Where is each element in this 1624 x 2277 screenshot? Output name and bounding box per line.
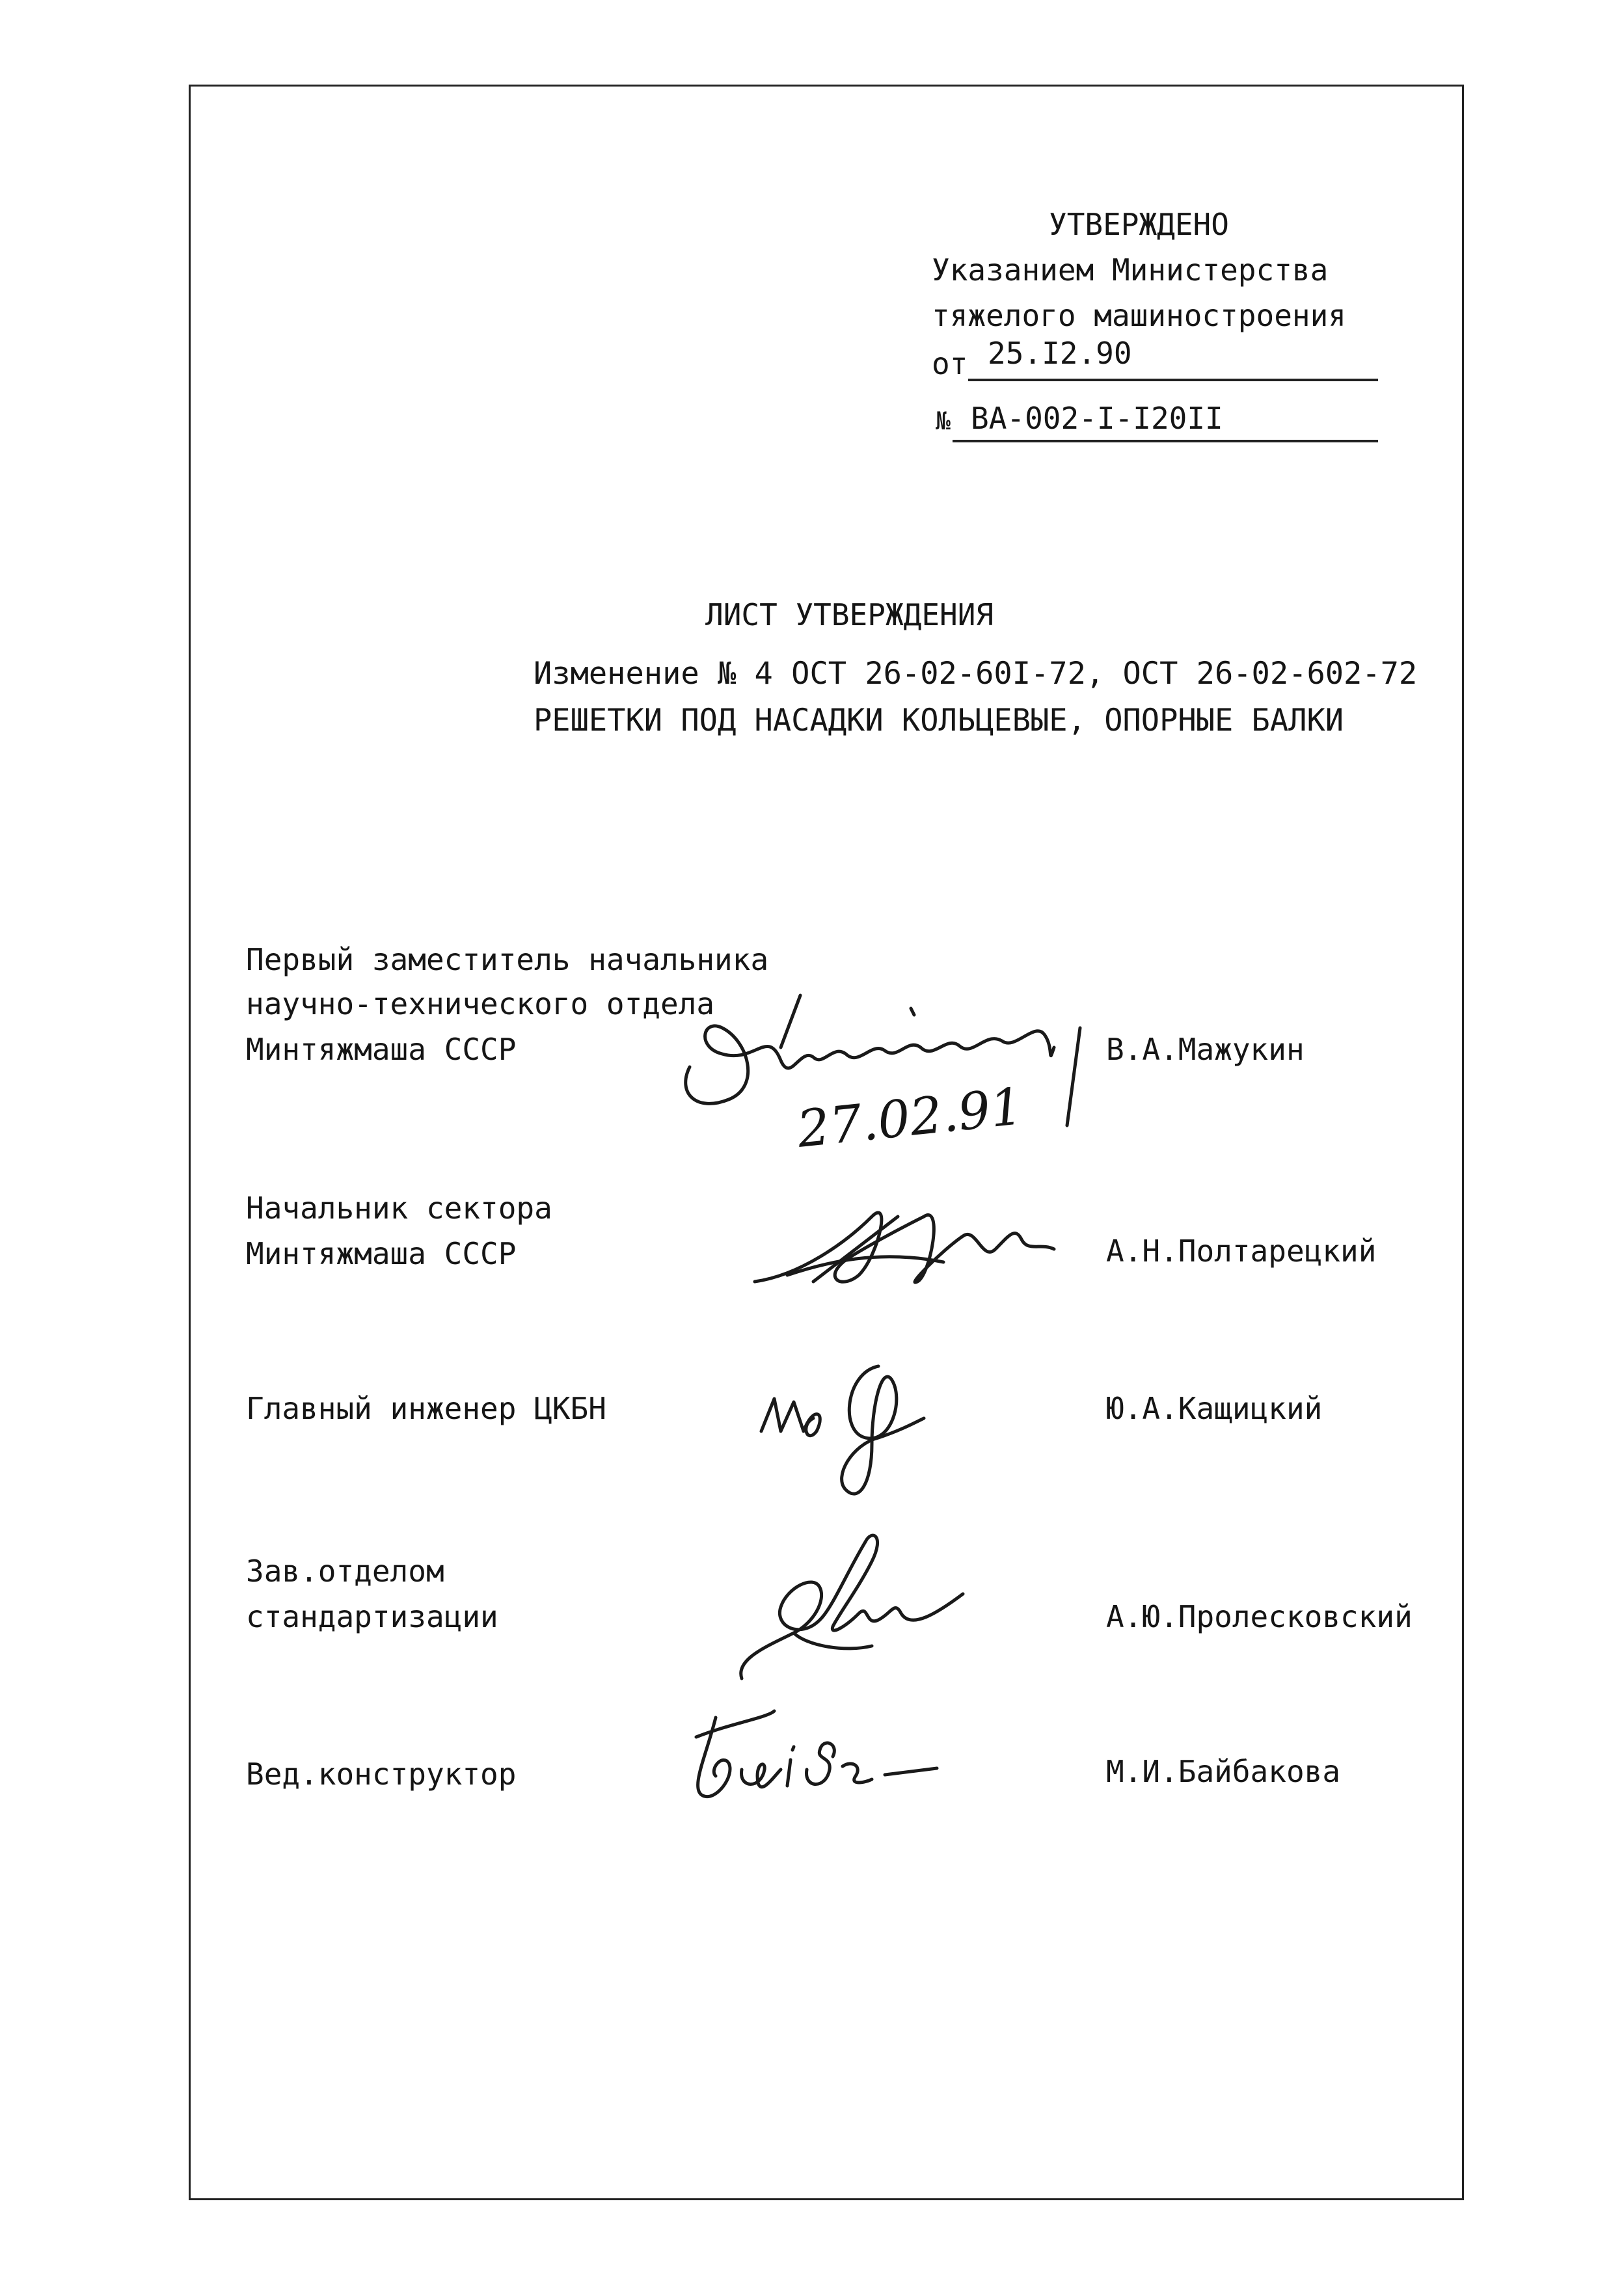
approval-number-prefix: №	[936, 407, 951, 435]
change-line: Изменение № 4 ОСТ 26-02-60I-72, ОСТ 26-02-602-72	[534, 656, 1418, 692]
signature-image	[716, 1516, 989, 1698]
position-line: стандартизации	[246, 1599, 498, 1634]
approval-date: 25.I2.90	[988, 336, 1132, 371]
signature-image	[748, 1178, 1061, 1308]
signatory-name: М.И.Байбакова	[1106, 1754, 1341, 1789]
approval-heading: УТВЕРЖДЕНО	[1049, 207, 1229, 242]
position-line: научно-технического отдела	[246, 986, 715, 1021]
position-line: Начальник сектора	[246, 1191, 552, 1226]
approval-date-prefix: от	[932, 346, 968, 381]
document-heading: ЛИСТ УТВЕРЖДЕНИЯ	[705, 597, 994, 632]
signature-image	[742, 1340, 963, 1509]
signatory-name: Ю.А.Кащицкий	[1106, 1391, 1323, 1426]
position-line: Главный инженер ЦКБН	[246, 1391, 606, 1426]
position-line: Первый заместитель начальника	[246, 942, 769, 977]
position-line: Минтяжмаша СССР	[246, 1032, 517, 1067]
date-underline	[968, 379, 1378, 381]
approval-line-1: Указанием Министерства	[932, 252, 1329, 288]
position-line: Минтяжмаша СССР	[246, 1236, 517, 1271]
approval-line-2: тяжелого машиностроения	[932, 298, 1346, 333]
signature-date: 27.02.91	[794, 1077, 1026, 1159]
subject-line: РЕШЕТКИ ПОД НАСАДКИ КОЛЬЦЕВЫЕ, ОПОРНЫЕ БАЛКИ	[534, 703, 1344, 738]
position-line: Зав.отделом	[246, 1554, 444, 1589]
position-line: Вед.конструктор	[246, 1757, 517, 1792]
approval-number: ВА-002-I-I20II	[971, 401, 1223, 436]
signature-image	[677, 1698, 950, 1828]
signatory-name: А.Н.Полтарецкий	[1106, 1233, 1377, 1269]
signatory-name: В.А.Мажукин	[1106, 1032, 1305, 1067]
signatory-name: А.Ю.Пролесковский	[1106, 1599, 1413, 1634]
number-underline	[953, 440, 1378, 442]
